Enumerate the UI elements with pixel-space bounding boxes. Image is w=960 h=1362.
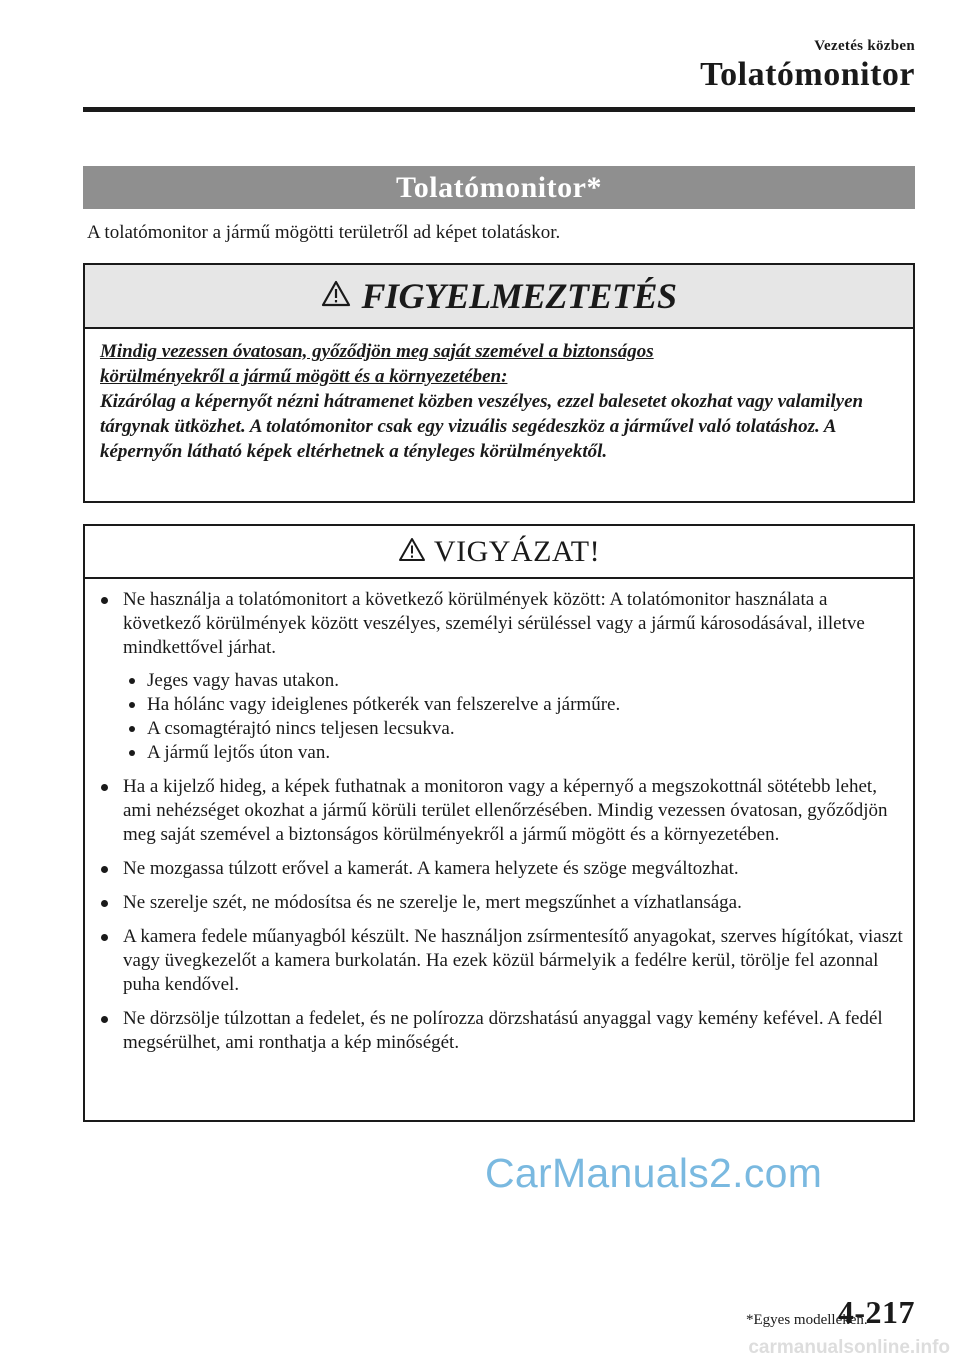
caution-item: Ne dörzsölje túlzottan a fedelet, és ne polírozza dörzshatású anyaggal vagy kemény kefével. A fedél megsérülhet, ami ronthatja a kép minőségét. — [85, 1007, 903, 1055]
caution-box — [83, 524, 915, 1122]
header-title: Tolatómonitor — [700, 56, 915, 93]
caution-item: Ne mozgassa túlzott erővel a kamerát. A kamera helyzete és szöge megváltozhat. — [85, 857, 903, 881]
warning-triangle-icon — [398, 537, 426, 567]
warning-body — [85, 329, 913, 464]
page-number: 4-217 — [837, 1294, 915, 1330]
header-rule — [83, 107, 915, 112]
warning-underlined-line: körülményekről a jármű mögött és a környezetében: — [100, 366, 508, 387]
footnote: *Egyes modelleken. — [746, 1312, 868, 1328]
section-title: Tolatómonitor* — [396, 170, 602, 204]
caution-title: VIGYÁZAT! — [433, 534, 601, 568]
caution-subitem: A csomagtérajtó nincs teljesen lecsukva. — [123, 717, 903, 741]
watermark-logo: CarManuals2.com — [485, 1150, 823, 1196]
section-title-bar — [83, 166, 915, 209]
warning-underlined-line: Mindig vezessen óvatosan, győződjön meg saját szemével a biztonságos — [100, 341, 654, 362]
caution-subitem: A jármű lejtős úton van. — [123, 741, 903, 765]
caution-subitem: Ha hólánc vagy ideiglenes pótkerék van felszerelve a járműre. — [123, 693, 903, 717]
warning-title: FIGYELMEZTETÉS — [361, 276, 677, 316]
caution-item: Ne használja a tolatómonitort a következő körülmények között: A tolatómonitor használata a következő körülmények között veszélyes, személyi sérüléssel vagy a jármű károsodásával, illetve mindkettővel járhat. — [85, 588, 903, 660]
bottom-watermark: carmanualsonline.info — [748, 1337, 950, 1358]
caution-header — [85, 526, 913, 579]
warning-text: Kizárólag a képernyőt nézni hátramenet közben veszélyes, ezzel balesetet okozhat vagy valamilyen tárgynak ütközhet. A tolatómonitor csak egy vizuális segédeszköz a járművel való tolatáshoz. A képernyőn látható képek eltérhetnek a tényleges körülményektől. — [100, 391, 864, 462]
caution-subitem: Jeges vagy havas utakon. — [123, 669, 903, 693]
warning-box — [83, 263, 915, 503]
header-section-label: Vezetés közben — [814, 38, 915, 54]
caution-item: A kamera fedele műanyagból készült. Ne használjon zsírmentesítő anyagokat, szerves hígítókat, viaszt vagy üvegkezelőt a kamera burkolatán. Ha ezek közül bármelyik a fedélre kerül, törölje fel azonnal puha kendővel. — [85, 925, 903, 997]
intro-text: A tolatómonitor a jármű mögötti területről ad képet tolatáskor. — [87, 222, 561, 243]
warning-header — [85, 265, 913, 329]
caution-item: Ne szerelje szét, ne módosítsa és ne szerelje le, mert megszűnhet a vízhatlansága. — [85, 891, 903, 915]
caution-body — [85, 579, 913, 1055]
caution-sublist — [85, 669, 903, 765]
caution-item: Ha a kijelző hideg, a képek futhatnak a monitoron vagy a képernyő a megszokottnál sötétebb lehet, ami nehézséget okozhat a jármű körüli terület ellenőrzésében. Mindig vezessen óvatosan, győződjön meg saját szemével a biztonságos körülményekről a jármű mögött és a környezetében. — [85, 775, 903, 847]
warning-triangle-icon — [321, 280, 351, 312]
